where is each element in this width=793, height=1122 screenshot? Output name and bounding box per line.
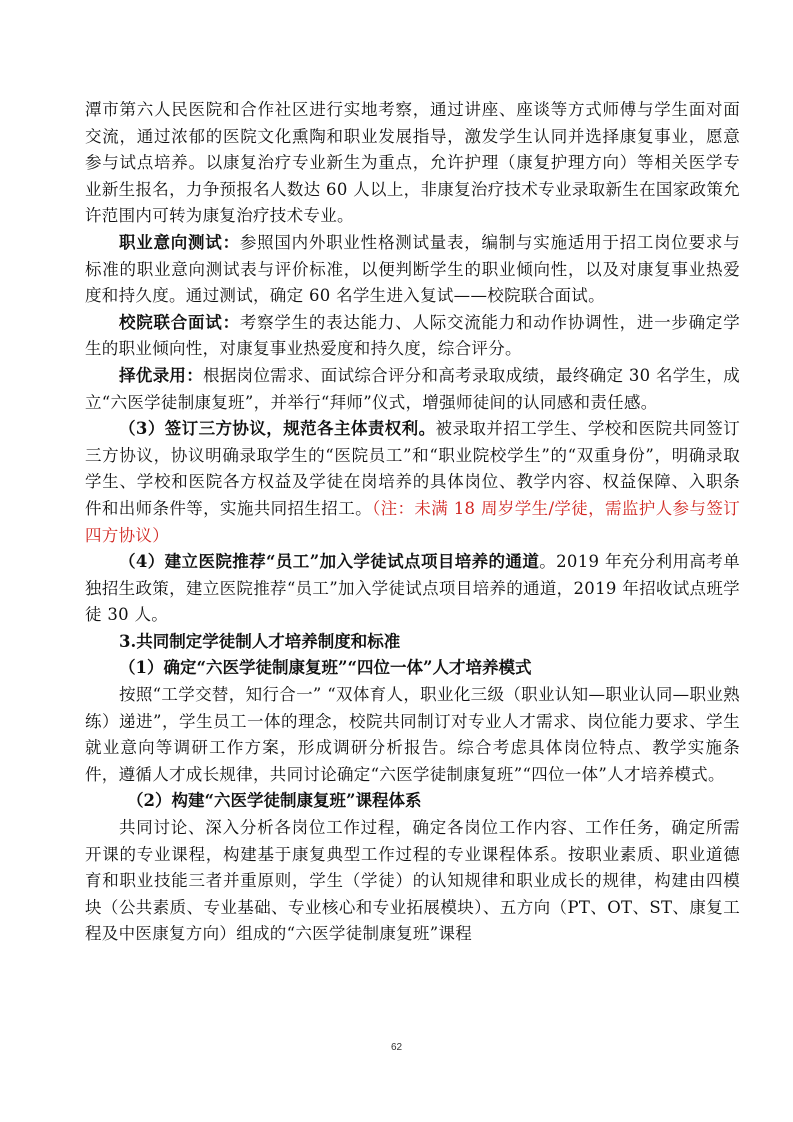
tripartite-agreement-heading: （3）签订三方协议，规范各主体责权利。 [119, 419, 436, 439]
guardian-note: （注：未满 18 周岁学生/学徒，需监护人参与签订四方协议） [85, 498, 740, 545]
paragraph-tripartite-agreement [85, 416, 740, 549]
selection-text: 根据岗位需求、面试综合评分和高考录取成绩，最终确定 30 名学生，成立“六医学徒制康复班”，并举行“拜师”仪式，增强师徒间的认同感和责任感。 [85, 365, 741, 412]
paragraph-hospital-channel [85, 549, 740, 629]
page-number: 62 [390, 1042, 403, 1053]
career-test-label: 职业意向测试： [119, 232, 240, 252]
paragraph-joint-interview [85, 310, 740, 363]
section-heading-3: 3.共同制定学徒制人才培养制度和标准 [119, 631, 401, 651]
paragraph-selection [85, 363, 740, 416]
subsection-heading-training-model: （1）确定“六医学徒制康复班”“四位一体”人才培养模式 [119, 658, 532, 678]
hospital-channel-heading: （4）建立医院推荐“员工”加入学徒试点项目培养的通道 [119, 552, 540, 572]
paragraph-curriculum: 共同讨论、深入分析各岗位工作过程，确定各岗位工作内容、工作任务，确定所需开课的专业课程，构建基于康复典型工作过程的专业课程体系。按职业素质、职业道德育和职业技能三者并重原则，学生（学徒）的认知规律和职业成长的规律，构建由四模块（公共素质、专业基础、专业核心和专业拓展模块）、五方向（PT、OT、ST、康复工程及中医康复方向）组成的“六医学徒制康复班”课程 [85, 818, 740, 944]
paragraph-training-model: 按照“工学交替，知行合一” “双体育人，职业化三级（职业认知—职业认同—职业熟练）递进”，学生员工一体的理念，校院共同制订对专业人才需求、岗位能力要求、学生就业意向等调研工作方案，形成调研分析报告。综合考虑具体岗位特点、教学实施条件，遵循人才成长规律，共同讨论确定“六医学徒制康复班”“四位一体”人才培养模式。 [85, 685, 740, 784]
tripartite-agreement-text: 被录取并招工学生、学校和医院共同签订三方协议，协议明确录取学生的“医院员工”和“职业院校学生”的“双重身份”，明确录取学生、学校和医院各方权益及学徒在岗培养的具体岗位、教学内容、权益保障、入职条件和出师条件等，实施共同招生招工。 [85, 419, 740, 518]
paragraph-site-visit: 潭市第六人民医院和合作社区进行实地考察，通过讲座、座谈等方式师傅与学生面对面交流，通过浓郁的医院文化熏陶和职业发展指导，激发学生认同并选择康复事业，愿意参与试点培养。以康复治疗专业新生为重点，允许护理（康复护理方向）等相关医学专业新生报名，力争预报名人数达 60 人以上，非康复治疗技术专业录取新生在国家政策允许范围内可转为康复治疗技术专业。 [85, 100, 740, 226]
career-test-text: 参照国内外职业性格测试量表，编制与实施适用于招工岗位要求与标准的职业意向测试表与评价标准，以便判断学生的职业倾向性，以及对康复事业热爱度和持久度。通过测试，确定 60 名学生进入复试——校院联合面试。 [85, 232, 740, 306]
body-text [85, 97, 740, 948]
hospital-channel-text: 。2019 年充分利用高考单独招生政策，建立医院推荐“员工”加入学徒试点项目培养的通道，2019 年招收试点班学徒 30 人。 [85, 552, 741, 625]
joint-interview-text: 考察学生的表达能力、人际交流能力和动作协调性，进一步确定学生的职业倾向性，对康复事业热爱度和持久度，综合评分。 [85, 312, 740, 359]
selection-label: 择优录用： [119, 365, 204, 385]
joint-interview-label: 校院联合面试： [119, 312, 240, 332]
subsection-heading-curriculum: （2）构建“六医学徒制康复班”课程体系 [127, 791, 422, 811]
paragraph-career-test [85, 230, 740, 310]
